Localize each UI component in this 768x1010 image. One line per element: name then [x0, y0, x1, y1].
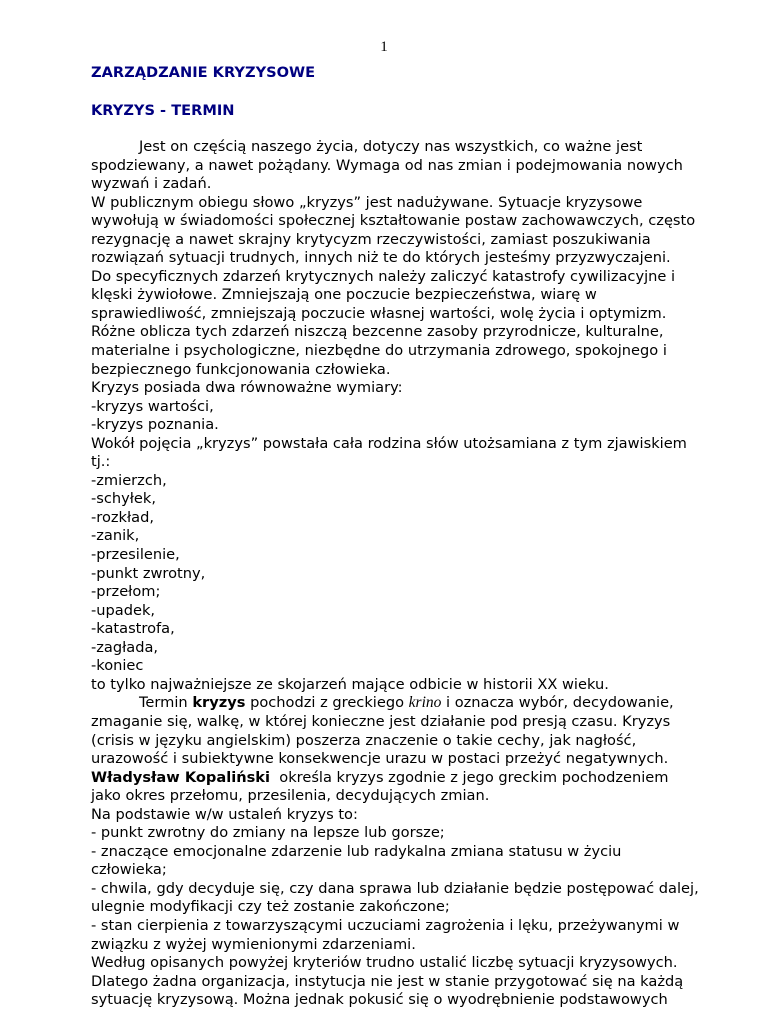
term-text-mid: pochodzi z greckiego	[245, 694, 409, 712]
family-word: -schyłek,	[91, 490, 156, 508]
intro-paragraph-4: Kryzys posiada dwa równoważne wymiary:	[91, 379, 403, 397]
family-word: -upadek,	[91, 601, 156, 619]
family-intro: Wokół pojęcia „kryzys” powstała cała rodzina słów utożsamiana z tym zjawiskiem tj.:	[91, 434, 687, 471]
kopalinski-paragraph	[91, 769, 701, 806]
definition-item: - znaczące emocjonalne zdarzenie lub radykalna zmiana statusu w życiu człowieka;	[91, 842, 622, 879]
definition-item: - chwila, gdy decyduje się, czy dana sprawa lub działanie będzie postępować dalej, ulegnie modyfikacji czy też zostanie zakończone;	[91, 879, 699, 916]
family-word: -katastrofa,	[91, 620, 175, 638]
family-word: -rozkład,	[91, 508, 154, 526]
family-word: -koniec	[91, 657, 144, 675]
term-bold: kryzys	[192, 694, 246, 712]
section-heading: KRYZYS - TERMIN	[91, 102, 235, 119]
family-word: -punkt zwrotny,	[91, 564, 206, 582]
term-italic: krino	[408, 694, 442, 712]
family-word: -zmierzch,	[91, 471, 167, 489]
document-body	[91, 64, 701, 1010]
intro-paragraph-3: Do specyficznych zdarzeń krytycznych należy zaliczyć katastrofy cywilizacyjne i klęski żywiołowe. Zmniejszają one poczucie bezpieczeństwa, wiarę w sprawiedliwość, zmniejszają poczucie własnej wartości, wolę życia i optymizm. Różne oblicza tych zdarzeń niszczą bezcenne zasoby przyrodnicze, kulturalne, materialne i psychologiczne, niezbędne do utrzymania zdrowego, spokojnego i bezpiecznego funkcjonowania człowieka.	[91, 267, 676, 378]
intro-paragraph-2: W publicznym obiegu słowo „kryzys” jest nadużywane. Sytuacje kryzysowe wywołują w świadomości społecznej kształtowanie postaw zachowawczych, często rezygnację a nawet skrajny krytycyzm rzeczywistości, zamiast poszukiwania rozwiązań sytuacji trudnych, innych niż te do których jesteśmy przyzwyczajeni.	[91, 193, 696, 267]
page-number: 1	[380, 39, 388, 55]
family-word: -zagłada,	[91, 638, 159, 656]
term-text-pre: Termin	[139, 694, 193, 712]
definition-intro: Na podstawie w/w ustaleń kryzys to:	[91, 805, 358, 823]
kopalinski-text: określa kryzys zgodnie z jego greckim pochodzeniem jako okres przełomu, przesilenia, decydujących zmian.	[91, 768, 674, 805]
family-word: -przesilenie,	[91, 546, 180, 564]
family-word: -zanik,	[91, 527, 140, 545]
intro-paragraph-1: Jest on częścią naszego życia, dotyczy nas wszystkich, co ważne jest spodziewany, a nawet pożądany. Wymaga od nas zmian i podejmowania nowych wyzwań i zadań.	[91, 138, 683, 193]
author-name: Władysław Kopaliński	[91, 768, 270, 786]
family-outro: to tylko najważniejsze ze skojarzeń mające odbicie w historii XX wieku.	[91, 675, 609, 693]
term-paragraph	[91, 694, 701, 768]
dimension-item: -kryzys poznania.	[91, 416, 219, 434]
dimension-item: -kryzys wartości,	[91, 397, 214, 415]
family-word: -przełom;	[91, 583, 161, 601]
document-title: ZARZĄDZANIE KRYZYSOWE	[91, 64, 316, 81]
closing-paragraph: Według opisanych powyżej kryteriów trudno ustalić liczbę sytuacji kryzysowych. Dlatego żadna organizacja, instytucja nie jest w stanie przygotować się na każdą sytuację kryzysową. Można jednak pokusić się o wyodrębnienie podstawowych	[91, 954, 684, 1009]
definition-item: - punkt zwrotny do zmiany na lepsze lub gorsze;	[91, 824, 445, 842]
term-text-post: i oznacza wybór, decydowanie, zmaganie się, walkę, w której konieczne jest działanie pod presją czasu. Kryzys (crisis w języku angielskim) poszerza znaczenie o takie cechy, jak nagłość, urazowość i subiektywne konsekwencje urazu w postaci przeżyć negatywnych.	[91, 694, 674, 768]
definition-item: - stan cierpienia z towarzyszącymi uczuciami zagrożenia i lęku, przeżywanymi w związku z wyżej wymienionymi zdarzeniami.	[91, 916, 680, 953]
